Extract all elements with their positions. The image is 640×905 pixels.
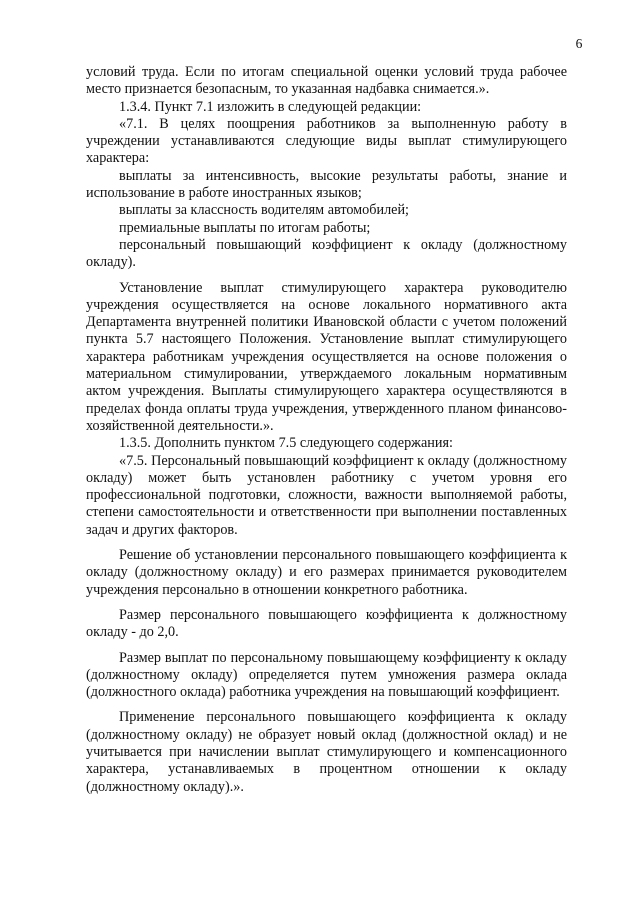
paragraph-coefficient-application: Применение персонального повышающего коэффициента к окладу (должностному окладу) не образует новый оклад (должностной оклад) и не учитывается при начислении выплат стимулирующего и компенсационного характера, устанавливаемых в процентном отношении к окладу (должностному окладу).». [86,709,567,795]
paragraph-safe-workplace: условий труда. Если по итогам специальной оценки условий труда рабочее место признается безопасным, то указанная надбавка снимается.». [86,64,567,98]
document-body [86,64,567,796]
paragraph-coefficient-size: Размер персонального повышающего коэффициента к должностному окладу - до 2,0. [86,606,567,641]
paragraph-7-1-intro: «7.1. В целях поощрения работников за выполненную работу в учреждении устанавливаются следующие виды выплат стимулирующего характера: [86,115,567,167]
paragraph-intensity-payments: выплаты за интенсивность, высокие результаты работы, знание и использование в работе иностранных языков; [86,167,567,202]
paragraph-payment-calculation: Размер выплат по персональному повышающему коэффициенту к окладу (должностному окладу) определяется путем умножения размера оклада (должностного оклада) работника учреждения на повышающий коэффициент. [86,649,567,701]
paragraph-driver-class-payments: выплаты за классность водителям автомобилей; [119,202,409,219]
paragraph-personal-coefficient-item: персональный повышающий коэффициент к окладу (должностному окладу). [86,236,567,271]
paragraph-1-3-4-heading: 1.3.4. Пункт 7.1 изложить в следующей редакции: [119,98,422,115]
paragraph-1-3-5-heading: 1.3.5. Дополнить пунктом 7.5 следующего содержания: [119,435,453,452]
paragraph-coefficient-decision: Решение об установлении персонального повышающего коэффициента к окладу (должностному окладу) и его размерах принимается руководителем учреждения персонально в отношении конкретного работника. [86,547,567,598]
paragraph-establishing-payments: Установление выплат стимулирующего характера руководителю учреждения осуществляется на основе локального нормативного акта Департамента внутренней политики Ивановской области с учетом положений пункта 5.7 настоящего Положения. Установление выплат стимулирующего характера работникам учреждения осуществляется на основе положения о материальном стимулировании, утверждаемого локальным нормативным актом учреждения. Выплаты стимулирующего характера осуществляются в пределах фонда оплаты труда учреждения, утвержденного планом финансово-хозяйственной деятельности.». [86,279,567,434]
paragraph-bonus-payments: премиальные выплаты по итогам работы; [119,219,371,236]
paragraph-7-5-coefficient: «7.5. Персональный повышающий коэффициент к окладу (должностному окладу) может быть установлен работнику с учетом уровня его профессиональной подготовки, сложности, важности выполняемой работы, степени самостоятельности и ответственности при выполнении поставленных задач и других факторов. [86,452,567,538]
page-number: 6 [575,36,583,51]
